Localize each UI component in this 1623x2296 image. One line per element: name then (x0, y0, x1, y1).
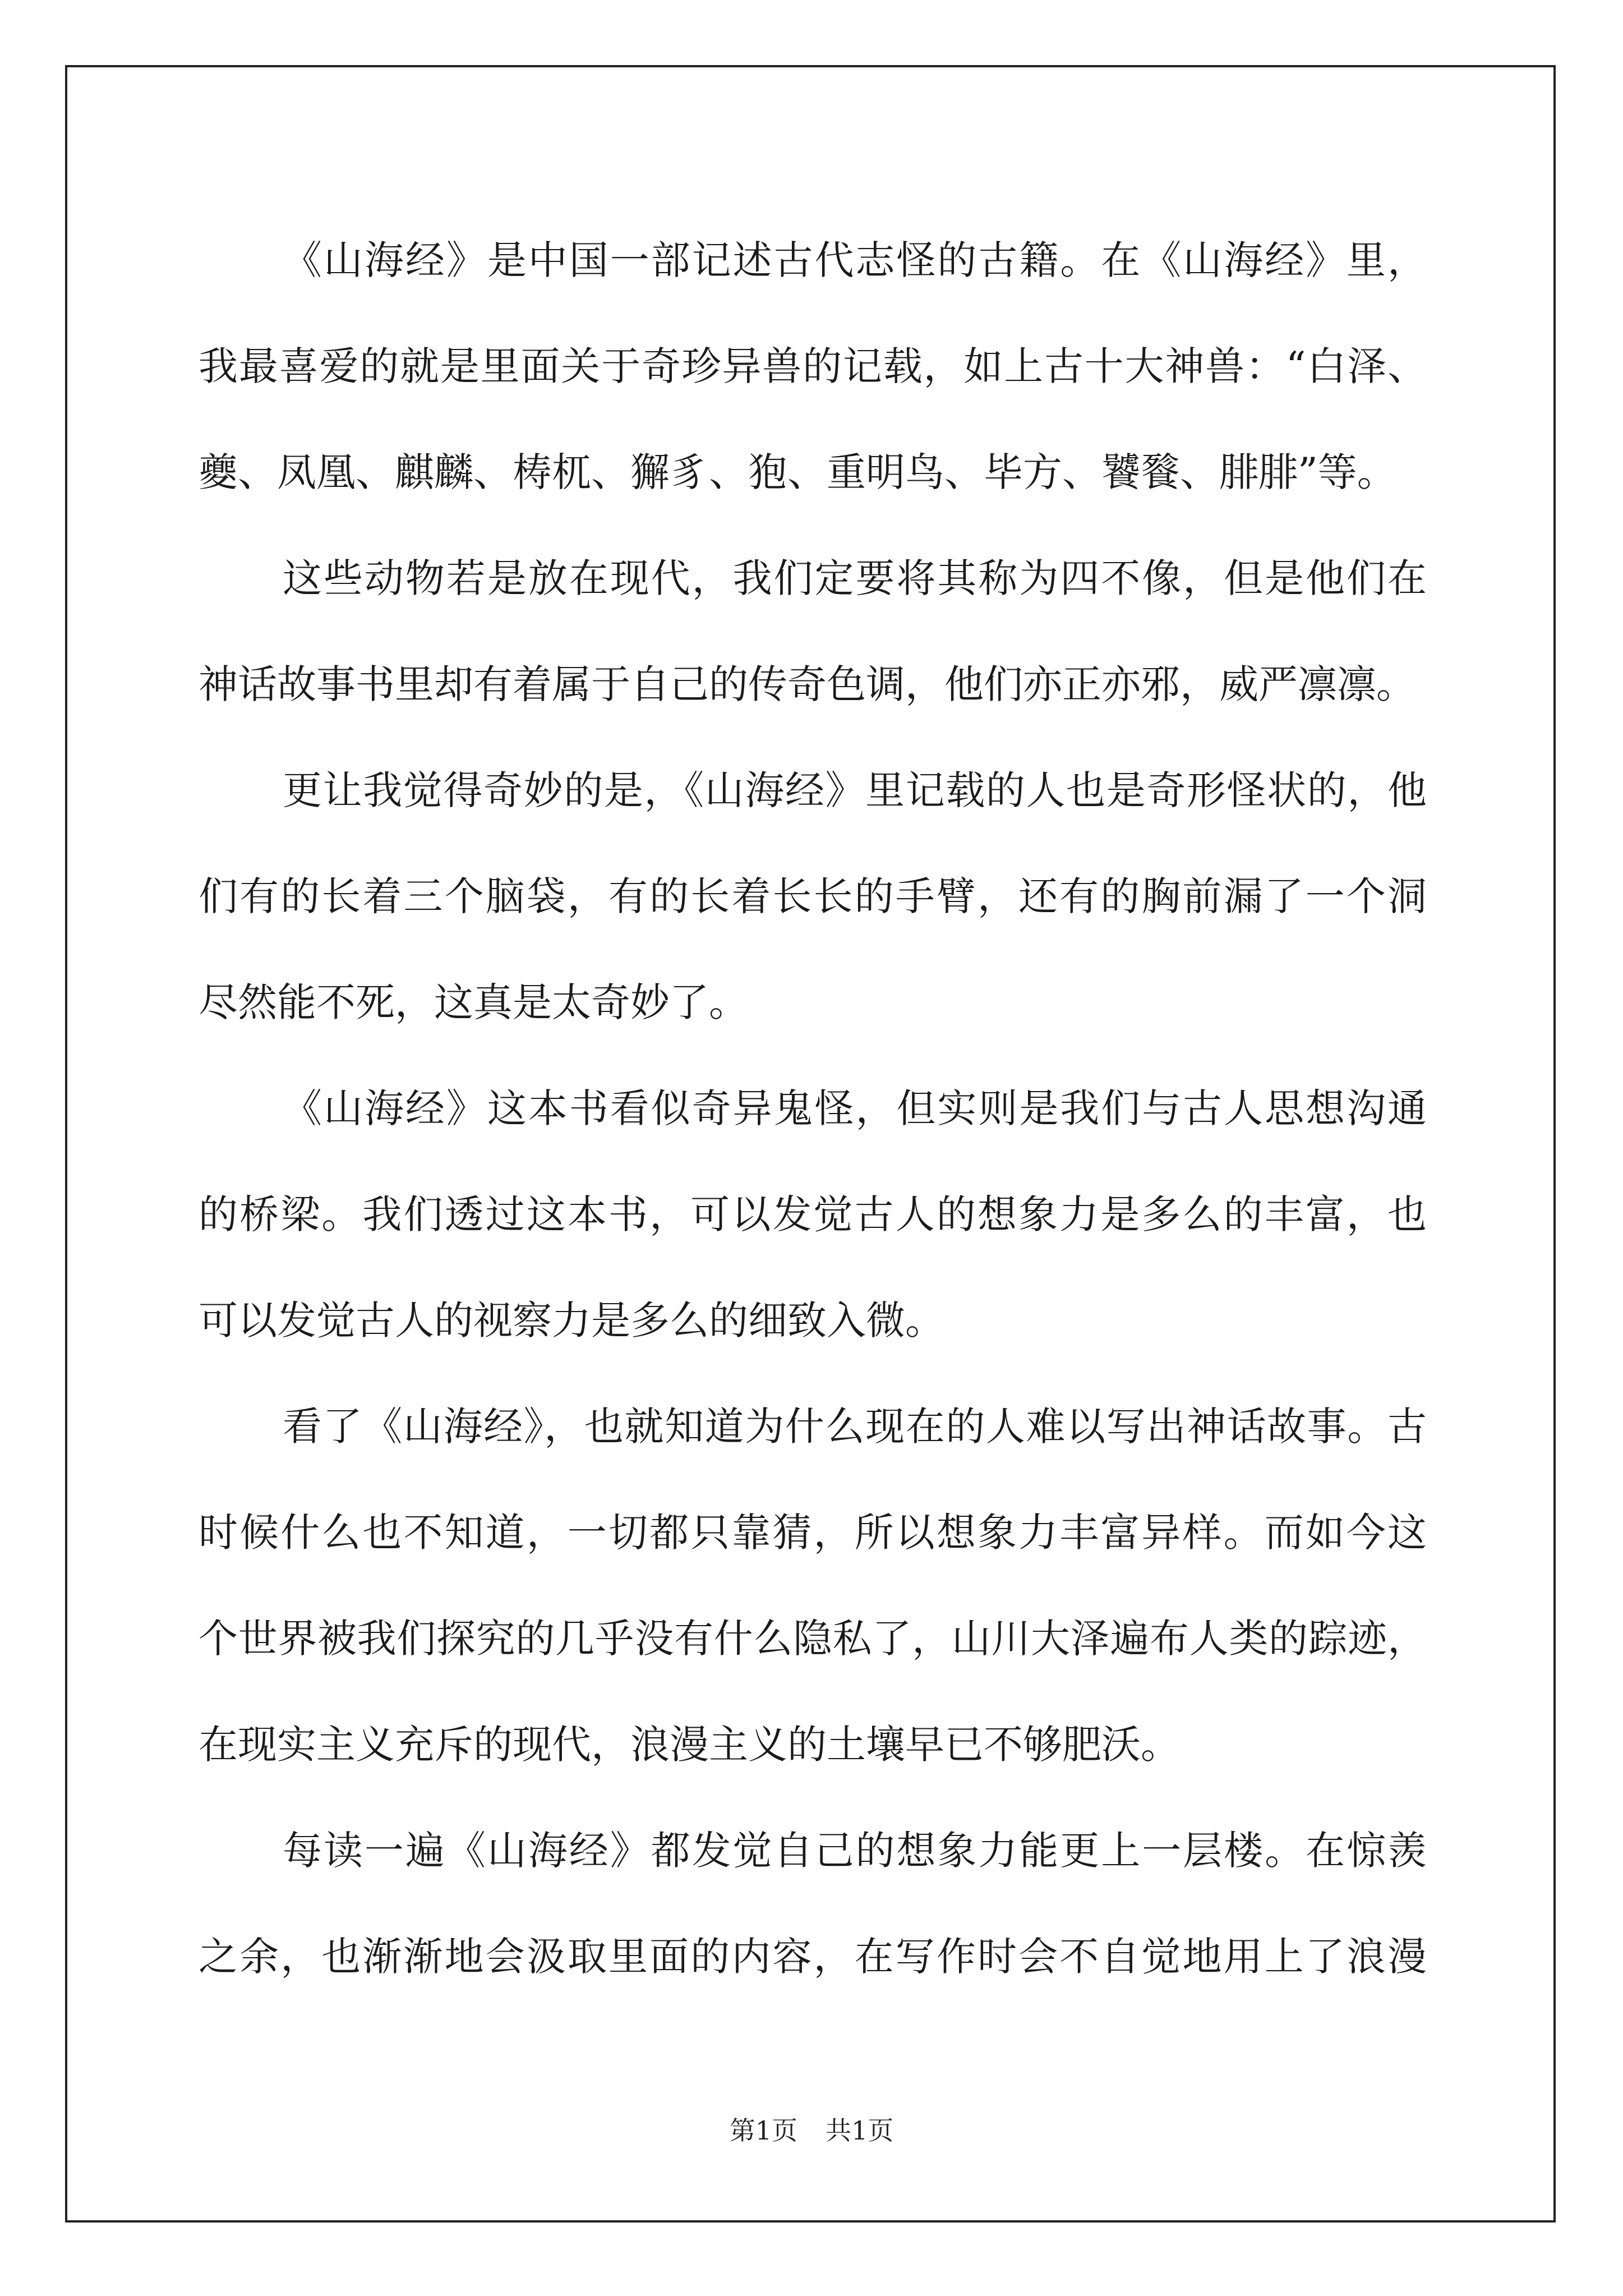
text-line: 更让我觉得奇妙的是，《山海经》里记载的人也是奇形怪状的，他 (283, 767, 1427, 813)
text-line: 我最喜爱的就是里面关于奇珍异兽的记载，如上古十大神兽：“白泽、 (199, 343, 1427, 389)
text-line: 个世界被我们探究的几乎没有什么隐私了，山川大泽遍布人类的踪迹， (199, 1616, 1427, 1662)
text-line: 每读一遍《山海经》都发觉自己的想象力能更上一层楼。在惊羡 (283, 1828, 1427, 1874)
text-line: 之余，也渐渐地会汲取里面的内容，在写作时会不自觉地用上了浪漫 (199, 1934, 1427, 1980)
text-line: 夔、凤凰、麒麟、梼杌、獬豸、狍、重明鸟、毕方、饕餮、腓腓”等。 (199, 449, 1396, 495)
text-line: 在现实主义充斥的现代，浪漫主义的土壤早已不够肥沃。 (199, 1722, 1180, 1768)
text-line: 《山海经》这本书看似奇异鬼怪，但实则是我们与古人思想沟通 (283, 1085, 1427, 1131)
text-line: 尽然能不死，这真是太奇妙了。 (199, 979, 748, 1025)
text-line: 神话故事书里却有着属于自己的传奇色调，他们亦正亦邪，威严凛凛。 (199, 661, 1415, 707)
text-line: 的桥梁。我们透过这本书，可以发觉古人的想象力是多么的丰富，也 (199, 1191, 1427, 1237)
text-line: 们有的长着三个脑袋，有的长着长长的手臂，还有的胸前漏了一个洞 (199, 873, 1427, 919)
current-page-label: 第1页 (729, 2115, 797, 2146)
document-body (199, 208, 1427, 2010)
text-line: 可以发觉古人的视察力是多么的细致入微。 (199, 1297, 944, 1343)
text-line: 《山海经》是中国一部记述古代志怪的古籍。在《山海经》里， (283, 237, 1427, 283)
text-line: 时候什么也不知道，一切都只靠猜，所以想象力丰富异样。而如今这 (199, 1510, 1427, 1556)
total-pages-label: 共1页 (826, 2115, 894, 2146)
text-line: 看了《山海经》，也就知道为什么现在的人难以写出神话故事。古 (283, 1404, 1427, 1450)
page-footer (0, 2114, 1623, 2147)
text-line: 这些动物若是放在现代，我们定要将其称为四不像，但是他们在 (283, 555, 1427, 601)
